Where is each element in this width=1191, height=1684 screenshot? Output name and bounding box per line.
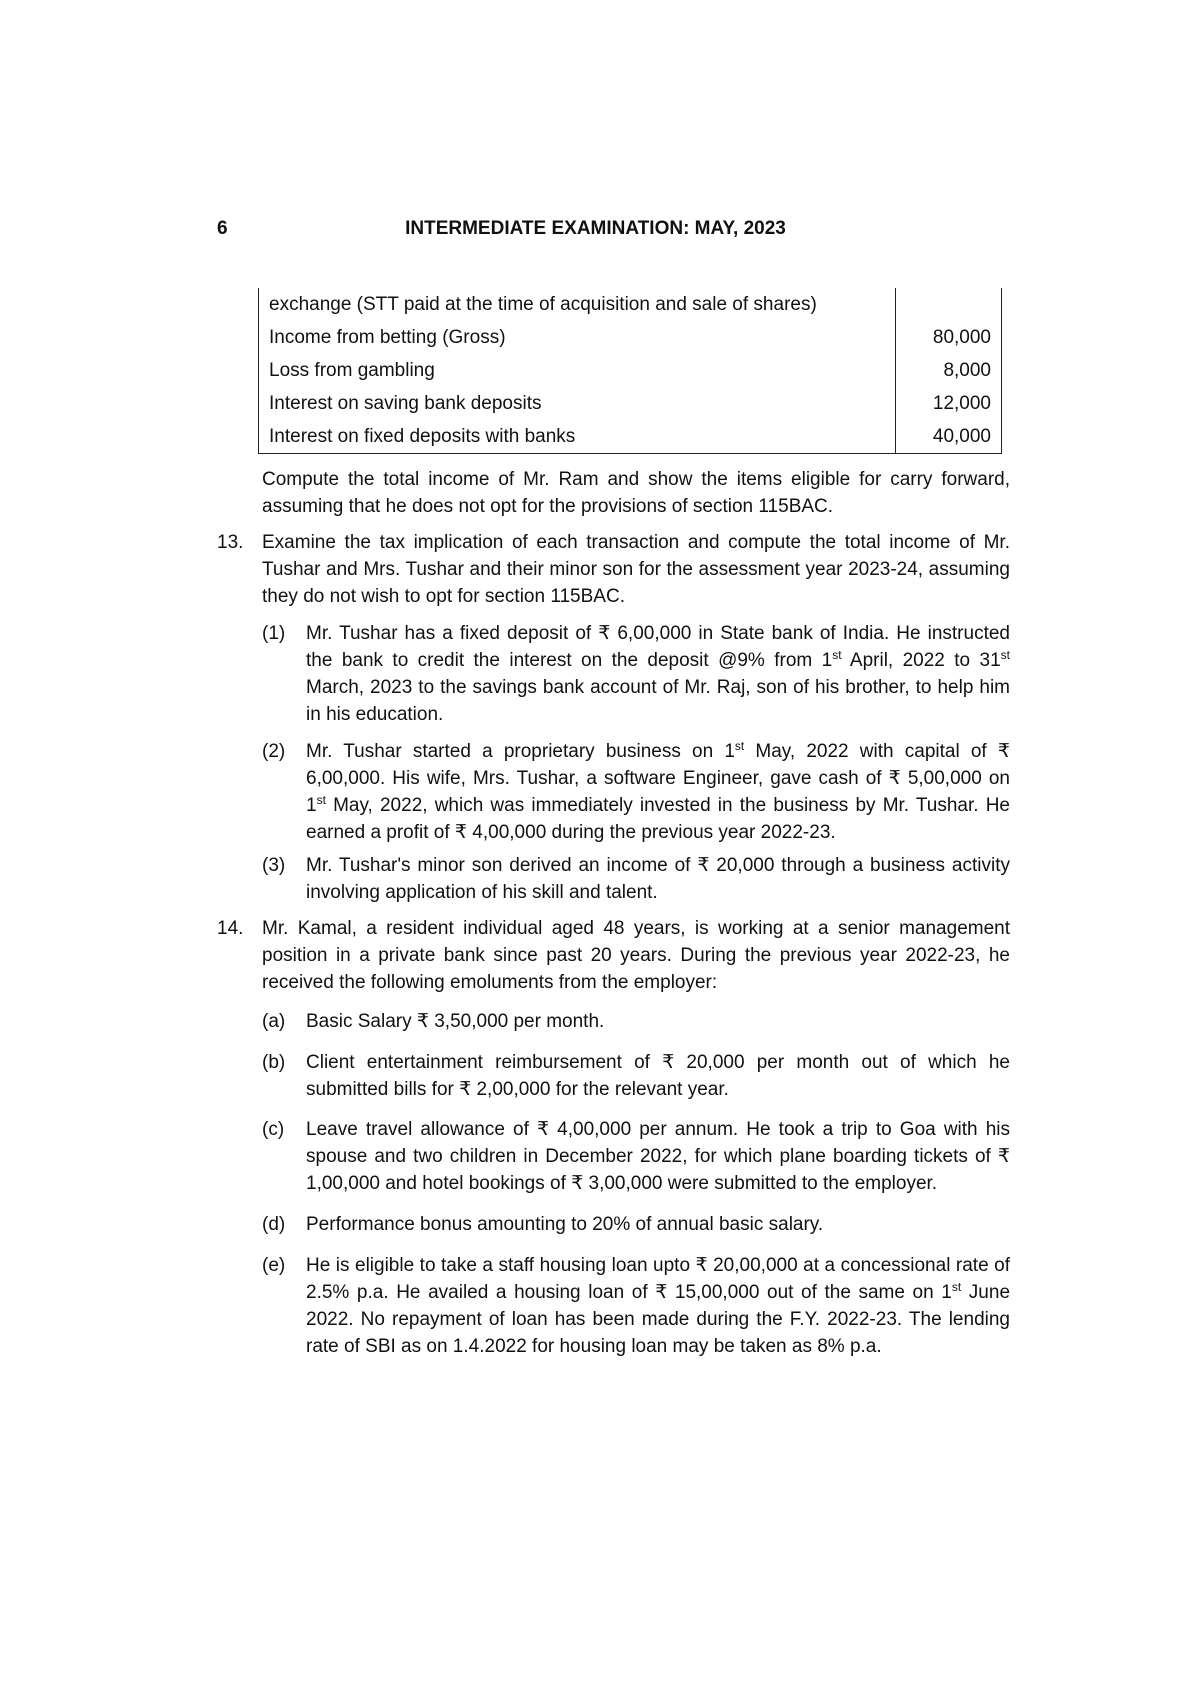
income-table — [258, 288, 1002, 454]
table-row — [259, 354, 1002, 387]
question-number: 14. — [217, 918, 244, 939]
table-cell-amount: 80,000 — [896, 321, 1002, 354]
subitem-label: (b) — [262, 1052, 286, 1073]
superscript: st — [316, 793, 326, 807]
superscript: st — [951, 1280, 962, 1294]
q14-item-d: Performance bonus amounting to 20% of annual basic salary. — [306, 1214, 824, 1235]
q12-instruction: Compute the total income of Mr. Ram and show the items eligible for carry forward, assuming that he does not opt for the provisions of section 115BAC. — [262, 469, 1010, 517]
subitem-label: (d) — [262, 1214, 286, 1235]
q13-intro: Examine the tax implication of each transaction and compute the total income of Mr. Tushar and Mrs. Tushar and their minor son for the assessment year 2023-24, assuming they do not wish to opt for section 115BAC. — [262, 532, 1010, 607]
superscript: st — [734, 739, 745, 753]
table-cell-desc: exchange (STT paid at the time of acquisition and sale of shares) — [259, 288, 896, 321]
q13-item-2 — [306, 738, 1010, 846]
table-row — [259, 321, 1002, 354]
q14-item-c: Leave travel allowance of ₹ 4,00,000 per annum. He took a trip to Goa with his spouse and two children in December 2022, for which plane boarding tickets of ₹ 1,00,000 and hotel bookings of ₹ 3,00,000 were submitted to the employer. — [306, 1119, 1010, 1194]
q14-intro: Mr. Kamal, a resident individual aged 48 years, is working at a senior management position in a private bank since past 20 years. During the previous year 2022-23, he received the following emoluments from the employer: — [262, 918, 1010, 993]
text-span: June 2022. No repayment of loan has been made during the F.Y. 2022-23. The lending rate of SBI as on 1.4.2022 for housing loan may be taken as 8% p.a. — [306, 1282, 1011, 1357]
text-span: April, 2022 to 31 — [841, 650, 1001, 671]
table-cell-desc: Loss from gambling — [259, 354, 896, 387]
table-row — [259, 420, 1002, 454]
subitem-label: (1) — [262, 623, 286, 644]
subitem-label: (e) — [262, 1255, 286, 1276]
subitem-label: (c) — [262, 1119, 285, 1140]
subitem-label: (a) — [262, 1011, 286, 1032]
table-cell-desc: Interest on fixed deposits with banks — [259, 420, 896, 454]
text-span: Mr. Tushar started a proprietary business on 1 — [306, 741, 735, 762]
subitem-label: (2) — [262, 741, 286, 762]
table-row — [259, 288, 1002, 321]
table-cell-desc: Interest on saving bank deposits — [259, 387, 896, 420]
text-span: May, 2022, which was immediately invested in the business by Mr. Tushar. He earned a profit of ₹ 4,00,000 during the previous year 2022-23. — [306, 795, 1010, 843]
superscript: st — [832, 648, 842, 662]
table-cell-amount: 8,000 — [896, 354, 1002, 387]
q14-item-b: Client entertainment reimbursement of ₹ 20,000 per month out of which he submitted bills for ₹ 2,00,000 for the relevant year. — [306, 1052, 1010, 1100]
subitem-label: (3) — [262, 855, 286, 876]
table-row — [259, 387, 1002, 420]
question-number: 13. — [217, 532, 244, 553]
table-cell-desc: Income from betting (Gross) — [259, 321, 896, 354]
q14-item-e — [306, 1252, 1010, 1360]
q14-item-a: Basic Salary ₹ 3,50,000 per month. — [306, 1011, 605, 1032]
table-cell-amount — [896, 288, 1002, 321]
q13-item-1 — [306, 620, 1010, 728]
text-span: He is eligible to take a staff housing loan upto ₹ 20,00,000 at a concessional rate of 2.5% p.a. He availed a housing loan of ₹ 15,00,000 out of the same on 1 — [306, 1255, 1010, 1303]
page-header: INTERMEDIATE EXAMINATION: MAY, 2023 — [405, 218, 786, 239]
q13-item-3: Mr. Tushar's minor son derived an income of ₹ 20,000 through a business activity involving application of his skill and talent. — [306, 855, 1010, 903]
table-cell-amount: 40,000 — [896, 420, 1002, 454]
text-span: March, 2023 to the savings bank account of Mr. Raj, son of his brother, to help him in his education. — [306, 677, 1010, 725]
text-span: Mr. Tushar has a fixed deposit of ₹ 6,00,000 in State bank of India. He instructed the bank to credit the interest on the deposit @9% from 1 — [306, 623, 1010, 671]
table-cell-amount: 12,000 — [896, 387, 1002, 420]
superscript: st — [1000, 648, 1010, 662]
text-span: May, 2022 with capital of ₹ 6,00,000. His wife, Mrs. Tushar, a software Engineer, gave cash of ₹ 5,00,000 on 1 — [306, 741, 1010, 816]
page-number: 6 — [217, 218, 228, 239]
